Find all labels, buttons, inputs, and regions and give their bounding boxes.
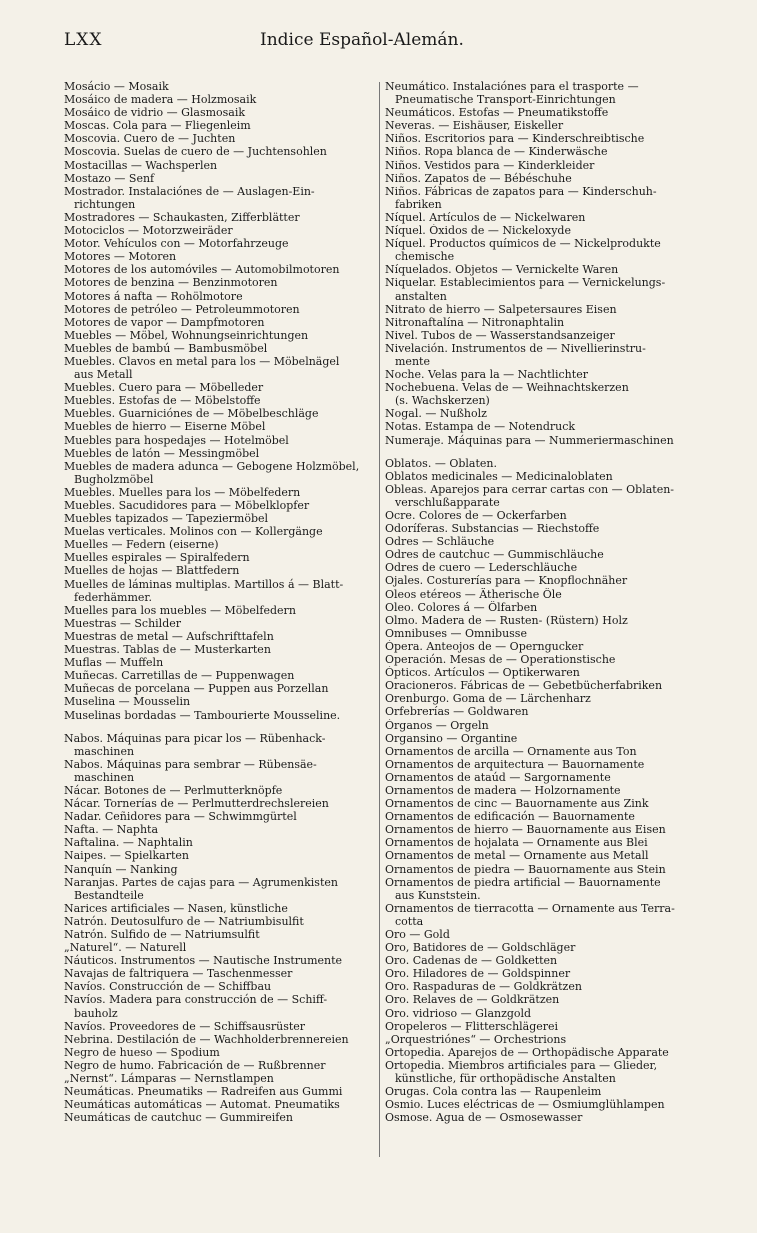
index-entry: Muebles — Möbel, Wohnungseinrichtungen [64, 328, 309, 342]
index-entry: Muflas — Muffeln [64, 656, 164, 670]
entries-o [385, 457, 697, 1125]
index-entry: Odres de cuero — Lederschläuche [385, 561, 578, 575]
index-entry: Ornamentos de metal — Ornamente aus Metall [385, 849, 649, 863]
index-entry: Muebles tapizados — Tapeziermöbel [64, 512, 269, 526]
index-entry: Niños. Escritorios para — Kinderschreibtische [385, 132, 645, 146]
column-divider [379, 82, 380, 1157]
index-entry: Navajas de faltriquera — Taschenmesser [64, 967, 293, 981]
index-entry: Muñecas. Carretillas de — Puppenwagen [64, 669, 295, 683]
index-entry: Orenburgo. Goma de — Lärchenharz [385, 692, 591, 706]
index-entry: Nebrina. Destilación de — Wachholderbrennereien [64, 1032, 349, 1046]
index-entry: Narices artificiales — Nasen, künstliche [64, 901, 288, 915]
index-entry: Nivel. Tubos de — Wasserstandsanzeiger [385, 328, 615, 342]
right-column [385, 80, 697, 1124]
index-entry: Muelles de hojas — Blattfedern [64, 564, 240, 578]
index-entry: Naftalina. — Naphtalin [64, 836, 193, 850]
index-entry: Operación. Mesas de — Operationstische [385, 653, 616, 667]
index-entry: richtungen [74, 197, 136, 211]
index-entry: Neveras. — Eishäuser, Eiskeller [385, 119, 564, 133]
index-entry: Muelles espirales — Spiralfedern [64, 551, 250, 565]
index-entry: Motores de vapor — Dampfmotoren [64, 315, 265, 329]
index-entry: Muselinas bordadas — Tambourierte Mousseline. [64, 708, 341, 722]
index-entry: Ornamentos de hojalata — Ornamente aus Blei [385, 836, 648, 850]
index-entry: anstalten [395, 289, 447, 303]
index-entry: Navíos. Construcción de — Schiffbau [64, 980, 272, 994]
index-entry: Muselina — Mousselin [64, 695, 191, 709]
index-entry: Motores de los automóviles — Automobilmotoren [64, 263, 340, 277]
index-entry: Ópticos. Artículos — Optikerwaren [385, 666, 580, 680]
index-entry: Niquelar. Establecimientos para — Vernickelungs- [385, 276, 666, 290]
index-entry: Moscovia. Cuero de — Juchten [64, 132, 236, 146]
index-entry: Oro. Hiladores de — Goldspinner [385, 967, 571, 981]
index-entry: Muebles de madera adunca — Gebogene Holzmöbel, [64, 459, 360, 473]
entries-m [64, 80, 372, 722]
page-header [0, 30, 757, 60]
index-entry: Mosácio — Mosaik [64, 80, 169, 93]
index-entry: Muelles para los muebles — Möbelfedern [64, 603, 296, 617]
index-entry: Negro de hueso — Spodium [64, 1045, 220, 1059]
index-entry: Mostacillas — Wachsperlen [64, 158, 218, 172]
index-entry: Oracioneros. Fábricas de — Gebetbücherfabriken [385, 679, 663, 693]
index-entry: Ocre. Colores de — Ockerfarben [385, 509, 567, 522]
index-entry: Obleas. Aparejos para cerrar cartas con — Oblaten- [385, 482, 675, 496]
index-entry: Ópera. Anteojos de — Operngucker [385, 639, 584, 653]
index-entry: Moscovia. Suelas de cuero de — Juchtensohlen [64, 145, 327, 159]
index-entry: Muebles de hierro — Eiserne Möbel [64, 420, 266, 434]
index-entry: Muelas verticales. Molinos con — Kollergänge [64, 525, 323, 539]
index-entry: Ojales. Costurerías para — Knopflochnäher [385, 574, 628, 588]
index-entry: Ornamentos de piedra artificial — Bauornamente [385, 875, 661, 889]
index-entry: Bugholzmöbel [74, 472, 154, 486]
index-entry: Ornamentos de madera — Holzornamente [385, 783, 621, 797]
section-gap [385, 447, 697, 457]
index-entry: cotta [395, 914, 424, 928]
index-entry: Muelles de láminas multiplas. Martillos á — Blatt- [64, 577, 344, 591]
index-entry: Mosáico de madera — Holzmosaik [64, 93, 257, 107]
index-entry: Neumáticas de cautchuc — Gummireifen [64, 1111, 293, 1125]
index-entry: Noche. Velas para la — Nachtlichter [385, 368, 588, 382]
index-entry: Ornamentos de edificación — Bauornamente [385, 810, 635, 824]
index-entry: Náuticos. Instrumentos — Nautische Instrumente [64, 954, 343, 968]
index-entry: Níquel. Óxidos de — Nickeloxyde [385, 224, 571, 238]
index-entry: federhämmer. [74, 590, 152, 604]
index-entry: Muestras de metal — Aufschrifttafeln [64, 629, 274, 643]
index-entry: Neumáticas automáticas — Automat. Pneumatiks [64, 1098, 340, 1112]
index-entry: Nitrato de hierro — Salpetersaures Eisen [385, 302, 617, 316]
index-entry: Mostrador. Instalaciónes de — Auslagen-Ein- [64, 184, 315, 198]
index-entry: Muebles de latón — Messingmöbel [64, 446, 260, 460]
index-entry: Motores á nafta — Rohölmotore [64, 289, 243, 303]
index-entry: Oro. Relaves de — Goldkrätzen [385, 993, 560, 1007]
index-entry: Osmio. Luces eléctricas de — Osmiumglühlampen [385, 1098, 665, 1112]
index-entry: Muebles de bambú — Bambusmöbel [64, 341, 268, 355]
page-title: Indice Español-Alemán. [260, 30, 464, 50]
index-entry: mente [395, 354, 430, 368]
index-entry: Organsino — Organtine [385, 731, 518, 745]
index-entry: Ornamentos de tierracotta — Ornamente aus Terra- [385, 901, 675, 915]
index-entry: Nácar. Botones de — Perlmutterknöpfe [64, 783, 283, 797]
index-entry: Oblatos medicinales — Medicinaloblaten [385, 469, 613, 483]
index-entry: Oro. Cadenas de — Goldketten [385, 954, 558, 968]
index-entry: Neumático. Instalaciónes para el trasporte — [385, 80, 639, 93]
index-entry: Muebles para hospedajes — Hotelmöbel [64, 433, 289, 447]
index-entry: Oblatos. — Oblaten. [385, 456, 497, 470]
index-entry: Nochebuena. Velas de — Weihnachtskerzen [385, 381, 629, 395]
index-entry: Negro de humo. Fabricación de — Rußbrenner [64, 1058, 326, 1072]
index-entry: Navíos. Madera para construcción de — Schiff- [64, 993, 328, 1007]
index-entry: (s. Wachskerzen) [395, 394, 490, 408]
index-entry: Níquel. Artículos de — Nickelwaren [385, 210, 586, 224]
entries-n-continued [385, 80, 697, 447]
index-entry: Bestandteile [74, 888, 144, 902]
index-entry: „Orquestriónes“ — Orchestrions [385, 1032, 567, 1046]
index-entry: Nabos. Máquinas para picar los — Rübenhack- [64, 731, 326, 745]
index-entry: maschinen [74, 744, 135, 758]
index-entry: „Nernst“. Lámparas — Nernstlampen [64, 1072, 274, 1086]
index-entry: Nadar. Ceñidores para — Schwimmgürtel [64, 810, 297, 824]
index-entry: Motociclos — Motorzweiräder [64, 224, 233, 238]
index-entry: Ornamentos de arcilla — Ornamente aus Ton [385, 744, 637, 758]
index-entry: Oro. vidrioso — Glanzgold [385, 1006, 532, 1020]
index-entry: Neumáticas. Pneumatiks — Radreifen aus Gummi [64, 1085, 343, 1099]
index-entry: Ornamentos de cinc — Bauornamente aus Zink [385, 797, 649, 811]
index-entry: Niños. Vestidos para — Kinderkleider [385, 158, 595, 172]
index-entry: Muñecas de porcelana — Puppen aus Porzellan [64, 682, 329, 696]
index-entry: Odres de cautchuc — Gummischläuche [385, 548, 604, 562]
index-entry: bauholz [74, 1006, 118, 1020]
index-entry: Naipes. — Spielkarten [64, 849, 190, 863]
index-entry: Mostradores — Schaukasten, Zifferblätter [64, 210, 300, 224]
index-entry: fabriken [395, 197, 442, 211]
index-entry: Muebles. Guarniciónes de — Möbelbeschläge [64, 407, 319, 421]
index-entry: Motores de benzina — Benzinmotoren [64, 276, 278, 290]
index-entry: Orfebrerías — Goldwaren [385, 705, 529, 719]
index-entry: Muebles. Sacudidores para — Möbelklopfer [64, 499, 310, 512]
index-entry: Omnibuses — Omnibusse [385, 626, 527, 640]
index-entry: künstliche, für orthopädische Anstalten [395, 1072, 616, 1086]
index-entry: Notas. Estampa de — Notendruck [385, 420, 576, 434]
index-entry: „Naturel“. — Naturell [64, 941, 187, 955]
index-entry: Neumáticos. Estofas — Pneumatikstoffe [385, 106, 609, 120]
index-entry: Órganos — Orgeln [385, 718, 489, 732]
index-entry: Numeraje. Máquinas para — Nummeriermaschinen [385, 433, 674, 447]
index-entry: Nanquín — Nanking [64, 862, 178, 876]
index-entry: Nácar. Tornerías de — Perlmutterdrechslereien [64, 797, 329, 811]
index-entry: chemische [395, 250, 455, 264]
index-entry: Oleos etéreos — Ätherische Öle [385, 587, 562, 601]
index-entry: Ortopedia. Miembros artificiales para — Glieder, [385, 1058, 658, 1072]
index-entry: Mosáico de vidrio — Glasmosaik [64, 106, 246, 120]
index-entry: Osmose. Agua de — Osmosewasser [385, 1111, 583, 1125]
index-entry: maschinen [74, 770, 135, 784]
index-entry: Nafta. — Naphta [64, 823, 159, 837]
index-entry: Oro — Gold [385, 928, 450, 941]
index-entry: Orugas. Cola contra las — Raupenleim [385, 1085, 602, 1099]
index-entry: Níquel. Productos químicos de — Nickelprodukte [385, 237, 661, 251]
index-entry: Muelles — Federn (eiserne) [64, 538, 219, 552]
index-entry: Odres — Schläuche [385, 535, 495, 549]
index-entry: Olmo. Madera de — Rusten- (Rüstern) Holz [385, 613, 628, 627]
index-entry: Ortopedia. Aparejos de — Orthopädische Apparate [385, 1045, 669, 1059]
index-entry: Muestras — Schilder [64, 616, 182, 630]
index-entry: Muebles. Estofas de — Möbelstoffe [64, 394, 261, 408]
index-entry: Navíos. Proveedores de — Schiffsausrüster [64, 1019, 306, 1033]
index-entry: Nivelación. Instrumentos de — Nivellierinstru- [385, 341, 646, 355]
index-entry: Oro, Batidores de — Goldschläger [385, 941, 576, 955]
index-entry: Moscas. Cola para — Fliegenleim [64, 119, 251, 133]
index-entry: Natrón. Deutosulfuro de — Natriumbisulfit [64, 914, 304, 928]
index-entry: Muebles. Muelles para los — Möbelfedern [64, 485, 301, 499]
index-entry: Motores — Motoren [64, 250, 177, 264]
index-entry: Ornamentos de piedra — Bauornamente aus Stein [385, 862, 666, 876]
index-entry: Motor. Vehículos con — Motorfahrzeuge [64, 237, 289, 251]
page-number: LXX [64, 30, 103, 50]
index-entry: Nogal. — Nußholz [385, 407, 487, 421]
index-entry: Ornamentos de ataúd — Sargornamente [385, 770, 611, 784]
index-entry: Ornamentos de arquitectura — Bauornamente [385, 757, 645, 771]
index-entry: Oleo. Colores á — Ölfarben [385, 600, 538, 614]
index-entry: verschlußapparate [395, 495, 500, 509]
index-entry: Natrón. Sulfido de — Natriumsulfit [64, 928, 260, 941]
section-gap [64, 722, 372, 732]
index-entry: Muestras. Tablas de — Musterkarten [64, 643, 271, 657]
index-entry: Pneumatische Transport-Einrichtungen [395, 93, 616, 107]
index-entry: Odoríferas. Substancias — Riechstoffe [385, 522, 600, 536]
index-entry: aus Metall [74, 368, 133, 382]
index-entry: Níquelados. Objetos — Vernickelte Waren [385, 263, 619, 277]
index-entry: Motores de petróleo — Petroleummotoren [64, 302, 300, 316]
index-entry: Nitronaftalína — Nitronaphtalin [385, 315, 565, 329]
entries-n [64, 732, 372, 1125]
index-entry: Nabos. Máquinas para sembrar — Rübensäe- [64, 757, 317, 771]
index-entry: Niños. Fábricas de zapatos para — Kinderschuh- [385, 184, 657, 198]
left-column [64, 80, 372, 1124]
index-entry: Naranjas. Partes de cajas para — Agrumenkisten [64, 875, 338, 889]
index-entry: Ornamentos de hierro — Bauornamente aus Eisen [385, 823, 666, 837]
index-entry: Oro. Raspaduras de — Goldkrätzen [385, 980, 582, 994]
index-entry: Oropeleros — Flitterschlägerei [385, 1019, 559, 1033]
index-entry: Muebles. Cuero para — Möbelleder [64, 381, 264, 395]
index-entry: Niños. Zapatos de — Bébéschuhe [385, 171, 572, 185]
index-entry: aus Kunststein. [395, 888, 481, 902]
index-entry: Niños. Ropa blanca de — Kinderwäsche [385, 145, 608, 159]
index-entry: Muebles. Clavos en metal para los — Möbelnägel [64, 354, 340, 368]
index-entry: Mostazo — Senf [64, 171, 155, 185]
